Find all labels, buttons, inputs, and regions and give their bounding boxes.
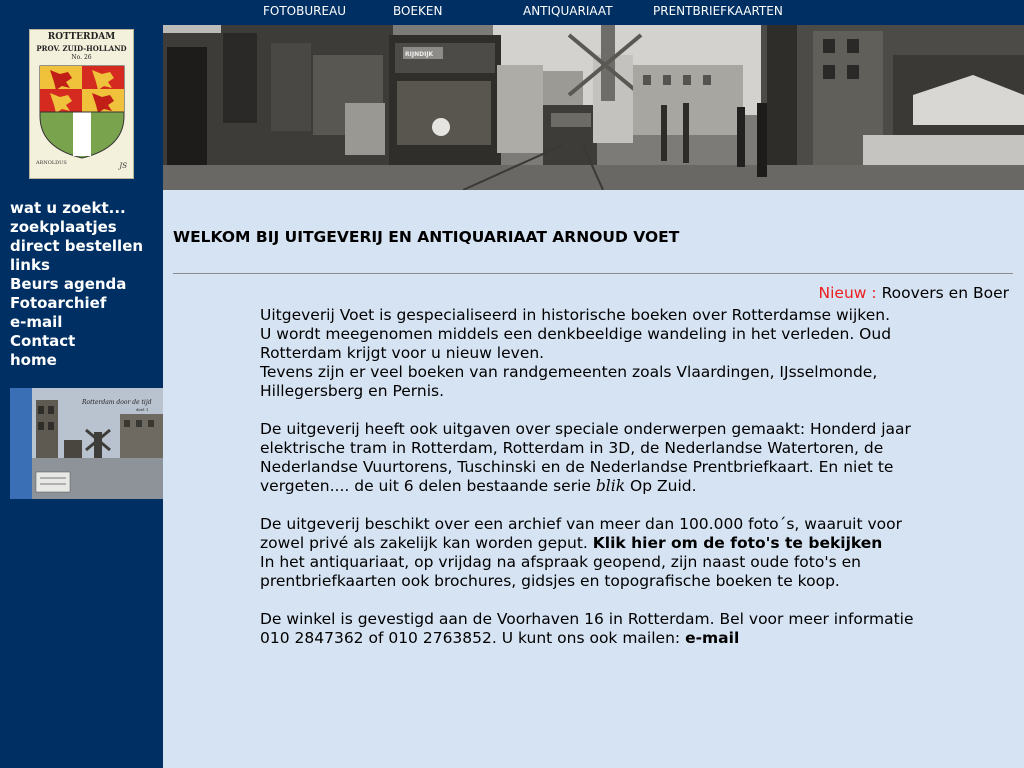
intro-p3-line2: In het antiquariaat, op vrijdag na afspraak geopend, zijn naast oude foto's en prentbriefkaarten ook brochures, gidsjes en topografische boeken te koop. — [260, 553, 861, 590]
sidebar-item-wat-u-zoekt[interactable]: wat u zoekt... — [10, 199, 126, 217]
page-title: WELKOM BIJ UITGEVERIJ EN ANTIQUARIAAT ARNOUD VOET — [173, 228, 680, 246]
rotterdam-crest-logo[interactable] — [29, 29, 134, 179]
sidebar-item-direct-bestellen[interactable]: direct bestellen — [10, 237, 144, 255]
crest-signature-right: JS — [119, 162, 127, 170]
crest-signature-left: ARNOLDUS — [36, 160, 67, 166]
side-nav — [10, 199, 143, 370]
intro-p1-line1: Uitgeverij Voet is gespecialiseerd in historische boeken over Rotterdamse wijken. — [260, 306, 891, 324]
sidebar-item-email[interactable]: e-mail — [10, 313, 63, 331]
email-link[interactable]: e-mail — [685, 629, 740, 647]
nav-fotobureau[interactable]: FOTOBUREAU — [263, 4, 347, 18]
intro-p1-line3: Tevens zijn er veel boeken van randgemeenten zoals Vlaardingen, IJsselmonde, Hillegersberg en Pernis. — [260, 363, 878, 400]
sidebar-item-beurs-agenda[interactable]: Beurs agenda — [10, 275, 127, 293]
intro-text — [260, 306, 932, 667]
intro-p1-line2: U wordt meegenomen middels een denkbeeldige wandeling in het verleden. Oud Rotterdam krijgt voor u nieuw leven. — [260, 325, 892, 362]
intro-p2-italic: blik — [595, 477, 626, 495]
sidebar-item-home[interactable]: home — [10, 351, 57, 369]
book-cover-title: Rotterdam door de tijd — [82, 399, 152, 406]
new-release-notice — [819, 284, 1009, 302]
hero-street-photo — [163, 25, 1024, 190]
crest-province: PROV. ZUID-HOLLAND — [36, 44, 127, 53]
crest-shield-icon — [36, 64, 128, 160]
intro-p2-end: Op Zuid. — [630, 477, 697, 495]
view-photos-link[interactable]: Klik hier om de foto's te bekijken — [592, 534, 883, 552]
sidebar-item-fotoarchief[interactable]: Fotoarchief — [10, 294, 107, 312]
intro-paragraph-3 — [260, 515, 932, 591]
crest-number: No. 26 — [71, 54, 92, 61]
sidebar-item-contact[interactable]: Contact — [10, 332, 76, 350]
intro-paragraph-4 — [260, 610, 932, 648]
intro-p2-text: De uitgeverij heeft ook uitgaven over speciale onderwerpen gemaakt: Honderd jaar elektrische tram in Rotterdam, Rotterdam in 3D, de Nederlandse Watertoren, de Nederlandse Vuurtorens, Tuschinski en de Nederlandse Prentbriefkaart. En niet te vergeten.... de uit 6 delen bestaande serie — [260, 420, 911, 495]
book-cover-image — [10, 388, 163, 499]
intro-paragraph-2 — [260, 420, 932, 496]
sidebar-item-zoekplaatjes[interactable]: zoekplaatjes — [10, 218, 117, 236]
new-release-label: Nieuw : — [818, 284, 877, 302]
intro-p4-text: De winkel is gevestigd aan de Voorhaven 16 in Rotterdam. Bel voor meer informatie 010 2847362 of 010 2763852. U kunt ons ook mailen: — [260, 610, 914, 647]
intro-paragraph-1 — [260, 306, 932, 401]
book-cover-link[interactable] — [10, 388, 163, 499]
book-cover-subtitle: deel 1 — [136, 407, 149, 412]
nav-boeken[interactable]: BOEKEN — [393, 4, 443, 18]
sidebar-item-links[interactable]: links — [10, 256, 50, 274]
new-release-link[interactable]: Roovers en Boer — [881, 284, 1009, 302]
hero-tram-sign: RIJNDIJK — [405, 51, 434, 58]
nav-antiquariaat[interactable]: ANTIQUARIAAT — [523, 4, 613, 18]
intro-p3-text: De uitgeverij beschikt over een archief van meer dan 100.000 foto´s, waaruit voor zowel privé als zakelijk kan worden geput. — [260, 515, 902, 552]
crest-city: ROTTERDAM — [47, 32, 116, 42]
title-divider — [173, 273, 1013, 274]
nav-prentbriefkaarten[interactable]: PRENTBRIEFKAARTEN — [653, 4, 783, 18]
